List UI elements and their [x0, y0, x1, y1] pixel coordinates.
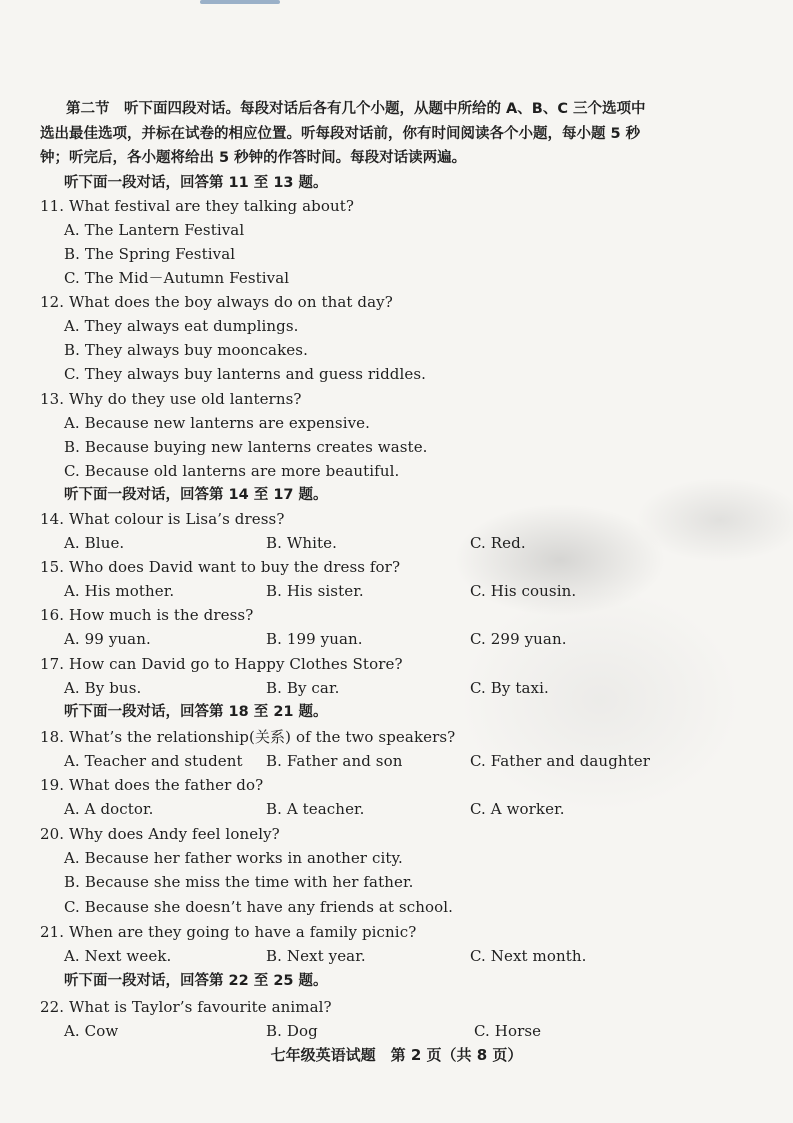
- question-18: 18. What’s the relationship(关系) of the two speakers?: [40, 728, 456, 746]
- q19-option-c: C. A worker.: [470, 800, 565, 818]
- instruction-11-13: 听下面一段对话，回答第 11 至 13 题。: [64, 175, 328, 191]
- q12-option-c: C. They always buy lanterns and guess riddles.: [64, 365, 427, 383]
- question-16: 16. How much is the dress?: [40, 606, 254, 624]
- q15-option-b: B. His sister.: [266, 582, 364, 600]
- question-11: 11. What festival are they talking about?: [40, 197, 355, 215]
- q17-option-a: A. By bus.: [64, 679, 142, 697]
- q21-option-a: A. Next week.: [64, 947, 172, 965]
- instruction-22-25: 听下面一段对话，回答第 22 至 25 题。: [64, 973, 328, 989]
- q16-option-b: B. 199 yuan.: [266, 630, 363, 648]
- q17-option-c: C. By taxi.: [470, 679, 549, 697]
- q14-option-b: B. White.: [266, 534, 338, 552]
- question-17: 17. How can David go to Happy Clothes Store?: [40, 655, 403, 673]
- question-20: 20. Why does Andy feel lonely?: [40, 825, 280, 843]
- q13-option-a: A. Because new lanterns are expensive.: [64, 414, 371, 432]
- q14-option-c: C. Red.: [470, 534, 526, 552]
- section-heading-line-1: 第二节 听下面四段对话。每段对话后各有几个小题，从题中所给的 A、B、C 三个选项中: [66, 101, 646, 117]
- q11-option-b: B. The Spring Festival: [64, 245, 236, 263]
- q22-option-a: A. Cow: [64, 1022, 119, 1040]
- question-15: 15. Who does David want to buy the dress for?: [40, 558, 401, 576]
- question-21: 21. When are they going to have a family picnic?: [40, 923, 417, 941]
- instruction-18-21: 听下面一段对话，回答第 18 至 21 题。: [64, 704, 328, 720]
- q21-option-b: B. Next year.: [266, 947, 366, 965]
- q16-option-a: A. 99 yuan.: [64, 630, 151, 648]
- q13-option-b: B. Because buying new lanterns creates waste.: [64, 438, 428, 456]
- q22-option-c: C. Horse: [474, 1022, 542, 1040]
- q17-option-b: B. By car.: [266, 679, 340, 697]
- question-22: 22. What is Taylor’s favourite animal?: [40, 998, 332, 1016]
- q18-option-c: C. Father and daughter: [470, 752, 651, 770]
- q19-option-b: B. A teacher.: [266, 800, 365, 818]
- q21-option-c: C. Next month.: [470, 947, 587, 965]
- q11-option-a: A. The Lantern Festival: [64, 221, 245, 239]
- q22-option-b: B. Dog: [266, 1022, 318, 1040]
- question-12: 12. What does the boy always do on that day?: [40, 293, 393, 311]
- question-19: 19. What does the father do?: [40, 776, 264, 794]
- q16-option-c: C. 299 yuan.: [470, 630, 567, 648]
- q14-option-a: A. Blue.: [64, 534, 125, 552]
- instruction-14-17: 听下面一段对话，回答第 14 至 17 题。: [64, 487, 328, 503]
- q13-option-c: C. Because old lanterns are more beautiful.: [64, 462, 400, 480]
- q20-option-c: C. Because she doesn’t have any friends at school.: [64, 898, 453, 916]
- question-13: 13. Why do they use old lanterns?: [40, 390, 302, 408]
- q19-option-a: A. A doctor.: [64, 800, 154, 818]
- question-14: 14. What colour is Lisa’s dress?: [40, 510, 285, 528]
- q15-option-c: C. His cousin.: [470, 582, 577, 600]
- section-heading-line-2: 选出最佳选项，并标在试卷的相应位置。听每段对话前，你有时间阅读各个小题，每小题 5 秒: [40, 126, 641, 142]
- page-footer: 七年级英语试题 第 2 页（共 8 页）: [270, 1046, 523, 1064]
- q18-option-a: A. Teacher and student: [64, 752, 243, 770]
- section-heading-line-3: 钟；听完后，各小题将给出 5 秒钟的作答时间。每段对话读两遍。: [40, 150, 467, 166]
- q12-option-a: A. They always eat dumplings.: [64, 317, 299, 335]
- q18-option-b: B. Father and son: [266, 752, 403, 770]
- q11-option-c: C. The Mid－Autumn Festival: [64, 269, 290, 287]
- q12-option-b: B. They always buy mooncakes.: [64, 341, 308, 359]
- q15-option-a: A. His mother.: [64, 582, 175, 600]
- q20-option-b: B. Because she miss the time with her father.: [64, 873, 414, 891]
- q20-option-a: A. Because her father works in another city.: [64, 849, 403, 867]
